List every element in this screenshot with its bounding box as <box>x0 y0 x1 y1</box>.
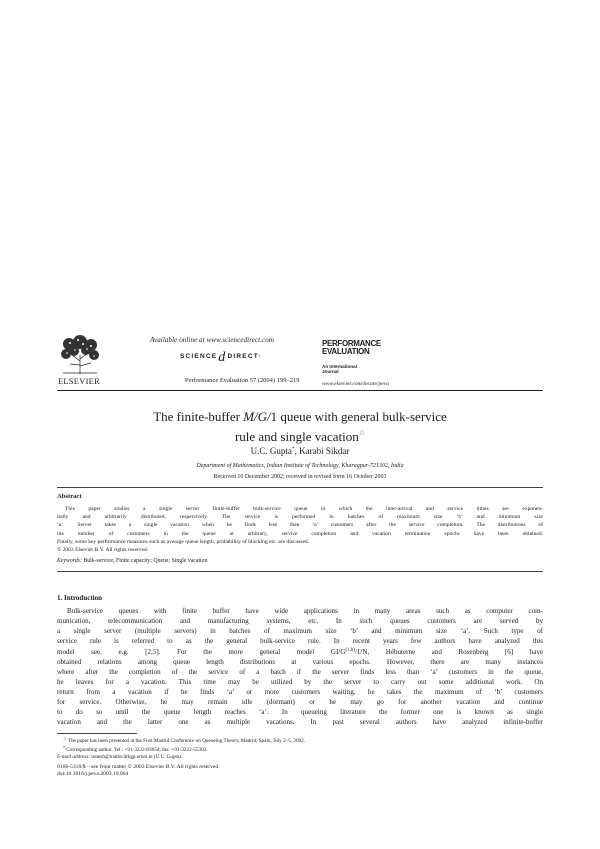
elsevier-tree-logo <box>58 335 102 375</box>
intro-line: obtained relations among queue length distributions at various epochs. However, there are many instances <box>57 658 543 666</box>
sciencedirect-at-icon: d <box>218 350 227 365</box>
abstract-line: © 2003 Elsevier B.V. All rights reserved. <box>57 547 149 554</box>
footnote-3: E-mail address: umesh@maths.iitkgp.ernet.in (U.C. Gupta). <box>57 753 183 760</box>
authors: U.C. Gupta*, Karabi Sikdar <box>250 446 350 456</box>
intro-line: a single server (multiple servers) in batches of maximum size ‘b’ and minimum size ‘a’. Such type of <box>57 627 543 635</box>
intro-line: service rule is referred to as the general bulk-service rule. In recent years few authors have analyzed this <box>57 637 543 645</box>
intro-line: for service. Otherwise, he may remain idle (dormant) or he may go for another vacation and continue <box>57 698 543 706</box>
intro-line: munication, telecommunication and manufacturing systems, etc. In such queues customers are served by <box>57 617 543 625</box>
footnote-2: * Corresponding author. Tel.: +91-3222-83654; fax: +91-3222-55303. <box>63 744 208 753</box>
elsevier-wordmark: ELSEVIER <box>58 377 100 386</box>
journal-url: www.elsevier.com/locate/peva <box>322 381 390 387</box>
abstract-line: the number of customers in the queue at arbitrary, service completion and vacation termination epochs have been obtained. <box>57 530 543 537</box>
abstract-top-rule <box>57 487 543 488</box>
author-1: U.C. Gupta <box>250 446 292 456</box>
affiliation: Department of Mathematics, Indian Institute of Technology, Kharagpur-721302, India <box>196 463 404 469</box>
section-heading: 1. Introduction <box>57 594 102 602</box>
journal-logo <box>322 339 379 355</box>
available-online-text: Available online at www.sciencedirect.com <box>150 336 275 344</box>
journal-citation: Performance Evaluation 57 (2004) 199–219 <box>185 377 300 384</box>
footnote-1: ☆ The paper has been presented at the First Madrid Conference on Queueing Theory, Madrid, Spain, July 2–5, 2002. <box>63 736 306 744</box>
journal-logo-subtitle <box>322 364 357 374</box>
footnotes <box>57 736 543 760</box>
front-matter <box>57 764 220 779</box>
abstract-body <box>57 505 543 554</box>
footnote-rule <box>57 733 137 734</box>
abstract-line: ‘a’. Server takes a single vacation when he finds less than ‘a’ customers after the service completion. The distributions of <box>57 522 543 529</box>
sciencedirect-left: SCIENCE <box>180 353 218 360</box>
abstract-line: tially and arbitrarily distributed, respectively. The service is performed in batches of maximum size ‘b’ and minimum size <box>57 514 543 521</box>
intro-line: Bulk-service queues with finite buffer have wide applications in many areas such as computer com- <box>67 607 543 615</box>
intro-line: where after the completion of the service of a batch if the server finds less than ‘a’ customers in the queue, <box>57 668 543 676</box>
sciencedirect-right: DIRECT· <box>227 353 263 360</box>
introduction-body <box>57 606 543 727</box>
doi-line: doi:10.1016/j.peva.2003.10.004 <box>57 771 129 778</box>
journal-logo-sub2: Journal <box>322 369 339 374</box>
keywords: Keywords: Bulk-service; Finite capacity; Queue; Single vacation <box>57 558 208 564</box>
title-footnote-mark: ☆ <box>358 429 366 437</box>
intro-line: model see, e.g. [2,5]. For the more general model GI/G$^{(1,b)}$/1/N, Hébuterne and Rosenberg [6] have <box>57 648 543 656</box>
journal-logo-sub1: An International <box>322 364 357 369</box>
journal-logo-line2: EVALUATION <box>322 346 370 357</box>
issn-line: 0166-5316/$ – see front matter © 2003 Elsevier B.V. All rights reserved. <box>57 764 220 770</box>
abstract-bottom-rule <box>57 571 543 572</box>
paper-title: The finite-buffer M/G/1 queue with general bulk-service rule and single vacation☆ <box>153 409 447 444</box>
sciencedirect-logo <box>180 350 262 366</box>
journal-logo-line1: PERFORMANCE <box>322 338 381 348</box>
author-2: Karabi Sikdar <box>299 446 350 456</box>
abstract-line: This paper studies a single server finite-buffer bulk-service queue in which the inter-arrival and service times are exponen- <box>65 506 543 512</box>
header-rule <box>57 390 543 391</box>
intro-line: to do so until the queue length reaches ‘a’. In queueing literature the former one is known as single <box>57 708 543 716</box>
intro-line: vacation and the latter one as multiple vacations. In past several authors have analyzed infinite-buffer <box>57 718 543 726</box>
intro-line: he leaves for a vacation. This time may be utilized by the server to carry out some additional work. On <box>57 678 543 686</box>
received-dates: Received 10 December 2002; received in revised form 16 October 2003 <box>213 474 387 480</box>
abstract-heading: Abstract <box>57 493 82 500</box>
abstract-line: Finally, some key performance measures such as average queue length, probability of blocking etc. are discussed. <box>57 538 310 545</box>
intro-line: return from a vacation if he finds ‘a’ or more customers waiting, he takes the maximum of ‘b’ customers <box>57 688 543 696</box>
title-math: M/G/ <box>243 409 271 424</box>
